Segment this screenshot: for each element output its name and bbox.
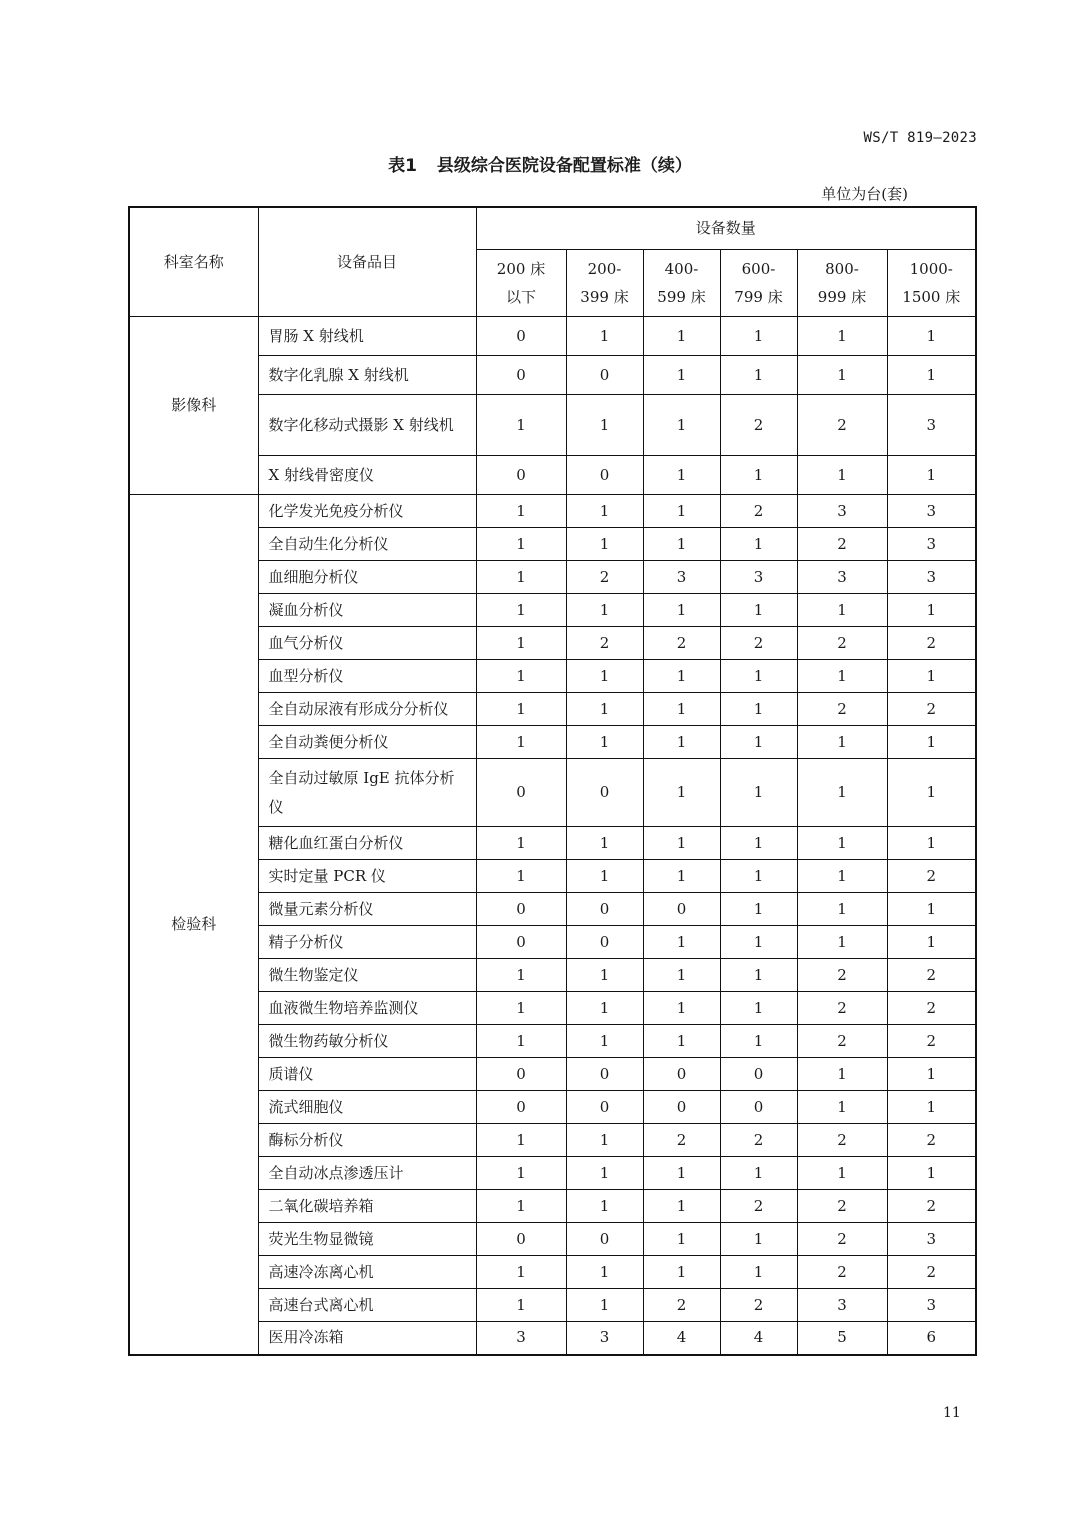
department-cell: 影像科 <box>129 317 258 495</box>
item-cell: 凝血分析仪 <box>258 594 476 627</box>
quantity-cell: 2 <box>887 1190 976 1223</box>
quantity-cell: 5 <box>797 1322 887 1355</box>
item-cell: 高速台式离心机 <box>258 1289 476 1322</box>
quantity-cell: 2 <box>566 561 643 594</box>
table-row <box>129 317 976 356</box>
quantity-cell: 1 <box>566 495 643 528</box>
header-bed-range: 200- 399 床 <box>566 250 643 317</box>
quantity-cell: 1 <box>566 1256 643 1289</box>
quantity-cell: 0 <box>643 1091 720 1124</box>
item-cell: 精子分析仪 <box>258 926 476 959</box>
quantity-cell: 1 <box>643 1157 720 1190</box>
quantity-cell: 1 <box>643 594 720 627</box>
quantity-cell: 2 <box>720 395 797 456</box>
quantity-cell: 1 <box>887 356 976 395</box>
quantity-cell: 3 <box>887 561 976 594</box>
quantity-cell: 1 <box>566 693 643 726</box>
quantity-cell: 1 <box>566 959 643 992</box>
quantity-cell: 1 <box>797 456 887 495</box>
header-bed-range: 600- 799 床 <box>720 250 797 317</box>
quantity-cell: 1 <box>887 1157 976 1190</box>
table-number: 表1 <box>388 156 417 176</box>
quantity-cell: 1 <box>720 1025 797 1058</box>
quantity-cell: 1 <box>476 1124 566 1157</box>
quantity-cell: 2 <box>643 1289 720 1322</box>
quantity-cell: 1 <box>643 926 720 959</box>
item-cell: 医用冷冻箱 <box>258 1322 476 1355</box>
quantity-cell: 1 <box>720 594 797 627</box>
item-cell: 二氧化碳培养箱 <box>258 1190 476 1223</box>
quantity-cell: 1 <box>887 926 976 959</box>
quantity-cell: 3 <box>476 1322 566 1355</box>
item-cell: 高速冷冻离心机 <box>258 1256 476 1289</box>
quantity-cell: 1 <box>476 860 566 893</box>
quantity-cell: 2 <box>797 395 887 456</box>
quantity-cell: 0 <box>566 926 643 959</box>
quantity-cell: 2 <box>887 860 976 893</box>
item-cell: 糖化血红蛋白分析仪 <box>258 827 476 860</box>
quantity-cell: 1 <box>643 827 720 860</box>
quantity-cell: 1 <box>476 1190 566 1223</box>
quantity-cell: 3 <box>797 1289 887 1322</box>
quantity-cell: 2 <box>797 1223 887 1256</box>
quantity-cell: 2 <box>720 1190 797 1223</box>
quantity-cell: 1 <box>643 759 720 827</box>
quantity-cell: 2 <box>720 495 797 528</box>
table-body <box>129 317 976 1355</box>
quantity-cell: 1 <box>887 1091 976 1124</box>
quantity-cell: 1 <box>797 317 887 356</box>
item-cell: 质谱仪 <box>258 1058 476 1091</box>
table-title <box>0 151 1080 176</box>
quantity-cell: 1 <box>887 726 976 759</box>
quantity-cell: 2 <box>797 1124 887 1157</box>
quantity-cell: 1 <box>566 594 643 627</box>
quantity-cell: 0 <box>476 317 566 356</box>
header-bed-range: 400- 599 床 <box>643 250 720 317</box>
quantity-cell: 0 <box>566 356 643 395</box>
quantity-cell: 1 <box>643 992 720 1025</box>
quantity-cell: 3 <box>887 528 976 561</box>
quantity-cell: 2 <box>797 959 887 992</box>
quantity-cell: 1 <box>566 317 643 356</box>
quantity-cell: 1 <box>643 356 720 395</box>
quantity-cell: 1 <box>643 726 720 759</box>
quantity-cell: 2 <box>797 528 887 561</box>
item-cell: 数字化移动式摄影 X 射线机 <box>258 395 476 456</box>
quantity-cell: 1 <box>887 1058 976 1091</box>
item-cell: 酶标分析仪 <box>258 1124 476 1157</box>
quantity-cell: 1 <box>797 860 887 893</box>
header-quantity: 设备数量 <box>476 207 976 250</box>
quantity-cell: 1 <box>720 693 797 726</box>
unit-note: 单位为台(套) <box>821 185 908 203</box>
quantity-cell: 1 <box>476 660 566 693</box>
quantity-cell: 1 <box>476 1025 566 1058</box>
table-title-text: 县级综合医院设备配置标准（续） <box>436 156 692 176</box>
quantity-cell: 2 <box>797 1025 887 1058</box>
quantity-cell: 1 <box>476 395 566 456</box>
quantity-cell: 1 <box>887 594 976 627</box>
header-bed-range: 1000- 1500 床 <box>887 250 976 317</box>
quantity-cell: 1 <box>720 726 797 759</box>
item-cell: 血液微生物培养监测仪 <box>258 992 476 1025</box>
quantity-cell: 2 <box>887 693 976 726</box>
quantity-cell: 1 <box>566 726 643 759</box>
quantity-cell: 1 <box>476 594 566 627</box>
quantity-cell: 3 <box>566 1322 643 1355</box>
quantity-cell: 1 <box>476 1157 566 1190</box>
quantity-cell: 6 <box>887 1322 976 1355</box>
quantity-cell: 1 <box>887 456 976 495</box>
item-cell: X 射线骨密度仪 <box>258 456 476 495</box>
quantity-cell: 2 <box>643 1124 720 1157</box>
quantity-cell: 1 <box>797 660 887 693</box>
quantity-cell: 0 <box>566 1058 643 1091</box>
item-cell: 全自动冰点渗透压计 <box>258 1157 476 1190</box>
quantity-cell: 1 <box>643 1190 720 1223</box>
item-cell: 全自动过敏原 IgE 抗体分析仪 <box>258 759 476 827</box>
quantity-cell: 1 <box>476 1289 566 1322</box>
item-cell: 微生物药敏分析仪 <box>258 1025 476 1058</box>
quantity-cell: 1 <box>643 660 720 693</box>
quantity-cell: 1 <box>797 759 887 827</box>
quantity-cell: 2 <box>566 627 643 660</box>
quantity-cell: 1 <box>643 693 720 726</box>
quantity-cell: 1 <box>643 1223 720 1256</box>
quantity-cell: 1 <box>720 528 797 561</box>
quantity-cell: 1 <box>720 1256 797 1289</box>
quantity-cell: 1 <box>566 860 643 893</box>
quantity-cell: 1 <box>566 528 643 561</box>
item-cell: 全自动粪便分析仪 <box>258 726 476 759</box>
quantity-cell: 2 <box>720 1289 797 1322</box>
quantity-cell: 1 <box>476 1256 566 1289</box>
quantity-cell: 2 <box>887 1025 976 1058</box>
quantity-cell: 1 <box>797 893 887 926</box>
quantity-cell: 1 <box>566 1190 643 1223</box>
item-cell: 实时定量 PCR 仪 <box>258 860 476 893</box>
quantity-cell: 1 <box>797 594 887 627</box>
quantity-cell: 1 <box>797 1058 887 1091</box>
page-number: 11 <box>943 1405 961 1421</box>
quantity-cell: 2 <box>720 1124 797 1157</box>
quantity-cell: 0 <box>720 1058 797 1091</box>
header-bed-range: 800- 999 床 <box>797 250 887 317</box>
quantity-cell: 1 <box>797 926 887 959</box>
quantity-cell: 0 <box>720 1091 797 1124</box>
item-cell: 胃肠 X 射线机 <box>258 317 476 356</box>
quantity-cell: 1 <box>887 660 976 693</box>
quantity-cell: 2 <box>797 1190 887 1223</box>
quantity-cell: 1 <box>643 959 720 992</box>
quantity-cell: 3 <box>887 495 976 528</box>
quantity-cell: 1 <box>887 827 976 860</box>
quantity-cell: 1 <box>720 959 797 992</box>
quantity-cell: 1 <box>643 395 720 456</box>
quantity-cell: 0 <box>476 1223 566 1256</box>
quantity-cell: 1 <box>720 860 797 893</box>
item-cell: 全自动生化分析仪 <box>258 528 476 561</box>
quantity-cell: 1 <box>643 860 720 893</box>
quantity-cell: 1 <box>720 356 797 395</box>
quantity-cell: 1 <box>566 660 643 693</box>
item-cell: 荧光生物显微镜 <box>258 1223 476 1256</box>
quantity-cell: 0 <box>476 456 566 495</box>
quantity-cell: 0 <box>566 456 643 495</box>
quantity-cell: 1 <box>476 726 566 759</box>
quantity-cell: 1 <box>797 356 887 395</box>
quantity-cell: 1 <box>720 317 797 356</box>
item-cell: 数字化乳腺 X 射线机 <box>258 356 476 395</box>
equipment-table <box>128 206 977 1356</box>
quantity-cell: 1 <box>476 959 566 992</box>
quantity-cell: 1 <box>566 1289 643 1322</box>
quantity-cell: 0 <box>476 356 566 395</box>
quantity-cell: 3 <box>887 1223 976 1256</box>
quantity-cell: 0 <box>476 1058 566 1091</box>
quantity-cell: 3 <box>643 561 720 594</box>
department-cell: 检验科 <box>129 495 258 1355</box>
quantity-cell: 1 <box>643 1256 720 1289</box>
item-cell: 流式细胞仪 <box>258 1091 476 1124</box>
quantity-cell: 1 <box>720 992 797 1025</box>
quantity-cell: 1 <box>643 317 720 356</box>
item-cell: 血气分析仪 <box>258 627 476 660</box>
quantity-cell: 0 <box>566 893 643 926</box>
quantity-cell: 1 <box>887 893 976 926</box>
quantity-cell: 1 <box>476 528 566 561</box>
quantity-cell: 1 <box>566 1124 643 1157</box>
quantity-cell: 1 <box>476 992 566 1025</box>
quantity-cell: 1 <box>887 759 976 827</box>
item-cell: 微量元素分析仪 <box>258 893 476 926</box>
quantity-cell: 2 <box>887 959 976 992</box>
header-item: 设备品目 <box>258 207 476 317</box>
quantity-cell: 1 <box>643 495 720 528</box>
quantity-cell: 1 <box>720 1223 797 1256</box>
quantity-cell: 1 <box>566 992 643 1025</box>
quantity-cell: 1 <box>720 660 797 693</box>
quantity-cell: 1 <box>643 1025 720 1058</box>
quantity-cell: 1 <box>643 528 720 561</box>
quantity-cell: 2 <box>797 627 887 660</box>
quantity-cell: 0 <box>566 1223 643 1256</box>
quantity-cell: 1 <box>566 1025 643 1058</box>
quantity-cell: 2 <box>720 627 797 660</box>
quantity-cell: 1 <box>887 317 976 356</box>
quantity-cell: 2 <box>797 992 887 1025</box>
quantity-cell: 1 <box>720 456 797 495</box>
item-cell: 全自动尿液有形成分分析仪 <box>258 693 476 726</box>
quantity-cell: 0 <box>566 1091 643 1124</box>
quantity-cell: 1 <box>720 893 797 926</box>
item-cell: 血细胞分析仪 <box>258 561 476 594</box>
quantity-cell: 2 <box>797 693 887 726</box>
quantity-cell: 0 <box>566 759 643 827</box>
quantity-cell: 1 <box>566 827 643 860</box>
header-department: 科室名称 <box>129 207 258 317</box>
quantity-cell: 2 <box>887 1256 976 1289</box>
quantity-cell: 2 <box>887 1124 976 1157</box>
quantity-cell: 3 <box>887 1289 976 1322</box>
quantity-cell: 3 <box>720 561 797 594</box>
item-cell: 微生物鉴定仪 <box>258 959 476 992</box>
quantity-cell: 1 <box>720 827 797 860</box>
quantity-cell: 1 <box>476 561 566 594</box>
quantity-cell: 1 <box>643 456 720 495</box>
quantity-cell: 1 <box>476 693 566 726</box>
quantity-cell: 1 <box>720 926 797 959</box>
quantity-cell: 1 <box>566 395 643 456</box>
quantity-cell: 4 <box>643 1322 720 1355</box>
table-row <box>129 495 976 528</box>
quantity-cell: 1 <box>476 627 566 660</box>
quantity-cell: 0 <box>476 893 566 926</box>
quantity-cell: 0 <box>643 893 720 926</box>
quantity-cell: 1 <box>476 827 566 860</box>
quantity-cell: 1 <box>797 827 887 860</box>
quantity-cell: 1 <box>476 495 566 528</box>
quantity-cell: 0 <box>643 1058 720 1091</box>
item-cell: 化学发光免疫分析仪 <box>258 495 476 528</box>
quantity-cell: 1 <box>720 759 797 827</box>
quantity-cell: 2 <box>643 627 720 660</box>
quantity-cell: 3 <box>797 495 887 528</box>
standard-code: WS/T 819—2023 <box>863 130 977 146</box>
quantity-cell: 0 <box>476 1091 566 1124</box>
quantity-cell: 2 <box>887 992 976 1025</box>
quantity-cell: 2 <box>887 627 976 660</box>
quantity-cell: 1 <box>566 1157 643 1190</box>
quantity-cell: 1 <box>720 1157 797 1190</box>
quantity-cell: 1 <box>797 1157 887 1190</box>
quantity-cell: 1 <box>797 726 887 759</box>
header-bed-range: 200 床 以下 <box>476 250 566 317</box>
quantity-cell: 0 <box>476 926 566 959</box>
quantity-cell: 3 <box>887 395 976 456</box>
quantity-cell: 4 <box>720 1322 797 1355</box>
quantity-cell: 1 <box>797 1091 887 1124</box>
quantity-cell: 3 <box>797 561 887 594</box>
quantity-cell: 0 <box>476 759 566 827</box>
quantity-cell: 2 <box>797 1256 887 1289</box>
item-cell: 血型分析仪 <box>258 660 476 693</box>
